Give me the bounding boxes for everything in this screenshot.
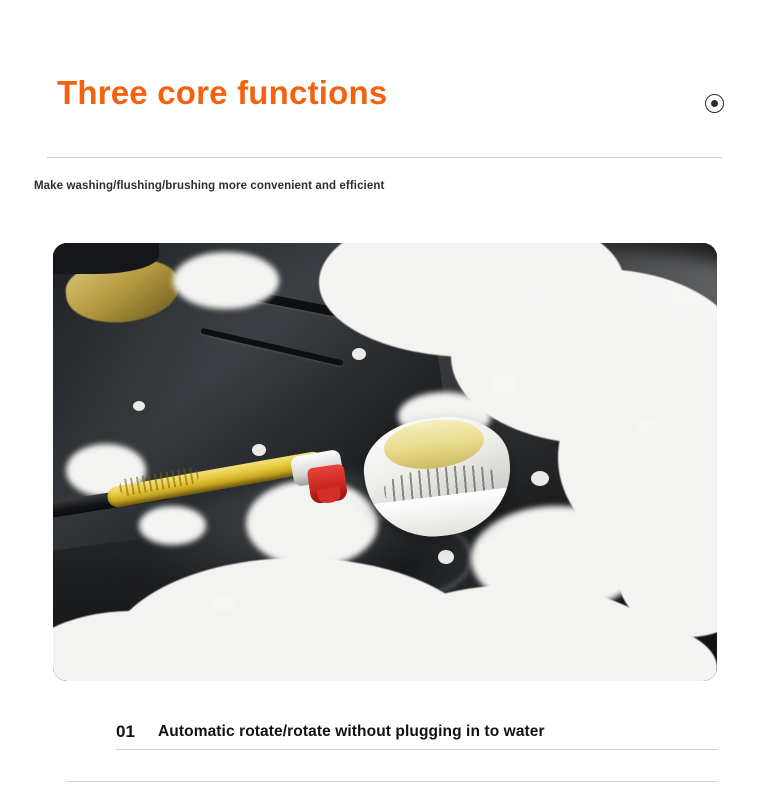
foam-bubble: [352, 348, 366, 360]
foam-blob: [139, 506, 205, 545]
feature-caption: [116, 712, 716, 752]
page-title: Three core functions: [57, 74, 388, 111]
page-subtitle: Make washing/flushing/brushing more convenient and efficient: [34, 180, 385, 192]
foam-blob: [173, 252, 279, 309]
caption-number: 01: [116, 722, 135, 741]
red-trigger-shape: [306, 464, 347, 505]
foam-bubble: [133, 401, 145, 411]
target-icon: [705, 94, 724, 113]
foam-bubble: [438, 550, 454, 564]
feature-photo: [53, 243, 717, 681]
footer-divider: [67, 781, 717, 782]
header-divider: [47, 157, 722, 158]
caption-divider: [116, 749, 718, 750]
page-header: [0, 72, 769, 142]
caption-text: Automatic rotate/rotate without plugging in to water: [158, 723, 545, 740]
foam-bubble: [531, 471, 549, 486]
feature-photo-illustration: [53, 243, 717, 681]
